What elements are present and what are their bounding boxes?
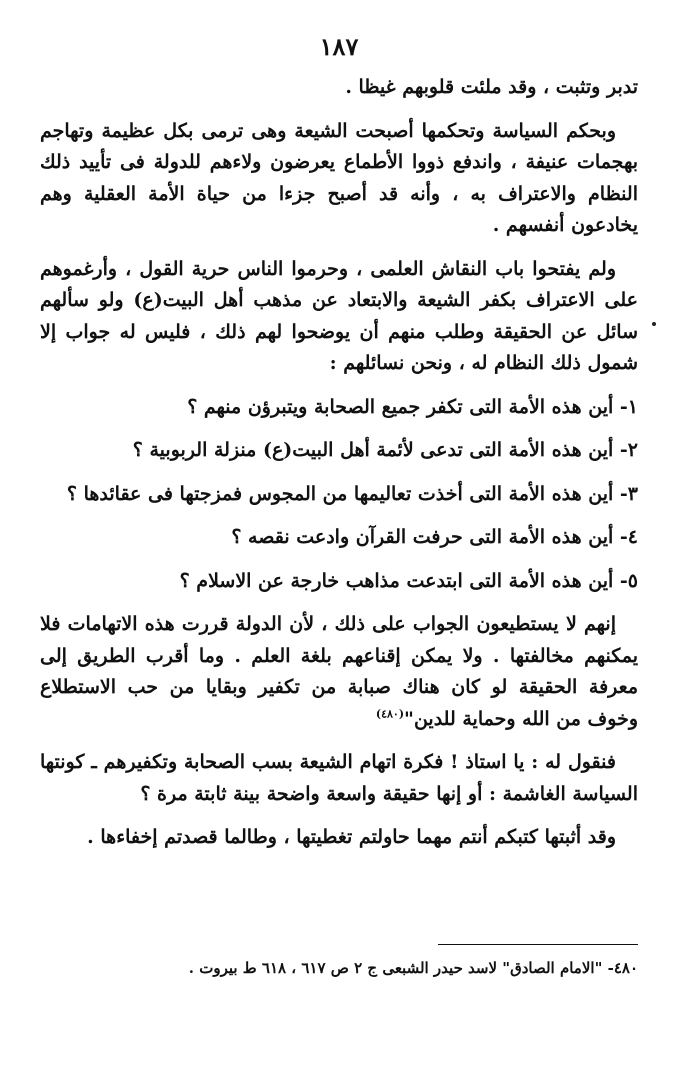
question-2: ٢- أين هذه الأمة التى تدعى لأئمة أهل البيت(ع) منزلة الربوبية ؟ [132, 439, 638, 461]
paragraph-debate: ولم يفتحوا باب النقاش العلمى ، وحرموا الناس حرية القول ، وأرغموهم على الاعتراف بكفر الشيعة والابتعاد عن مذهب أهل البيت(ع) ولو سألهم سائل عن الحقيقة وطلب منهم أن يوضحوا لهم ذلك ، فليس له جواب إلا شمول ذلك النظام له ، ونحن نسائلهم : [40, 257, 638, 374]
paragraph-answer-text: إنهم لا يستطيعون الجواب على ذلك ، لأن الدولة قررت هذه الاتهامات فلا يمكنهم مخالفتها . ولا يمكن إقناعهم بلغة العلم . وما أقرب الطريق إلى معرفة الحقيقة لو كان هناك صبابة من تكفير وبقايا من حب الاستطلاع وخوف من الله وحماية للدين" [40, 613, 638, 730]
footnote-divider [438, 944, 638, 945]
paragraph-answer [40, 609, 638, 735]
paragraph-proof: وقد أثبتها كتبكم أنتم مهما حاولتم تغطيتها ، وطالما قصدتم إخفاءها . [87, 826, 616, 848]
footnote-reference: (٤٨٠) [375, 707, 405, 721]
body-text [40, 72, 638, 866]
page-number: ١٨٧ [319, 32, 359, 61]
paragraph-reply: فنقول له : يا استاذ ! فكرة اتهام الشيعة بسب الصحابة وتكفيرهم ـ كونتها السياسة الغاشمة : أو إنها حقيقة واسعة واضحة بينة ثابتة مرة ؟ [40, 751, 638, 805]
paragraph-politics: وبحكم السياسة وتحكمها أصبحت الشيعة وهى ترمى بكل عظيمة وتهاجم بهجمات عنيفة ، واندفع ذووا الأطماع يعرضون ولاءهم للدولة فى تأييد ذلك النظام والاعتراف به ، وأنه قد أصبح جزءا من حياة الأمة العقلية وهم يخادعون أنفسهم . [40, 119, 638, 236]
question-4: ٤- أين هذه الأمة التى حرفت القرآن وادعت نقصه ؟ [231, 526, 638, 548]
question-5: ٥- أين هذه الأمة التى ابتدعت مذاهب خارجة عن الاسلام ؟ [179, 569, 638, 592]
question-3: ٣- أين هذه الأمة التى أخذت تعاليمها من المجوس فمزجتها فى عقائدها ؟ [66, 482, 638, 505]
paragraph-continuation: تدبر وتثبت ، وقد ملئت قلوبهم غيظا . [345, 76, 638, 98]
footnote: ٤٨٠- "الامام الصادق" لاسد حيدر الشبعى ج ٢ ص ٦١٧ ، ٦١٨ ط بيروت . [188, 959, 638, 977]
question-1: ١- أين هذه الأمة التى تكفر جميع الصحابة ويتبرؤن منهم ؟ [187, 395, 638, 418]
margin-mark [652, 322, 656, 326]
